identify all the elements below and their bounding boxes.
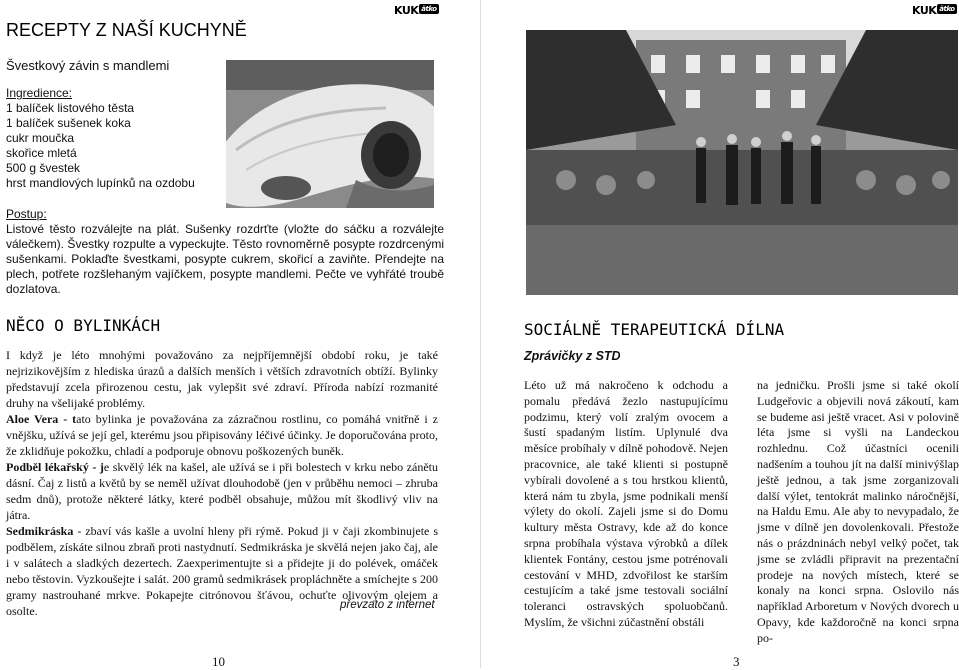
logo-tail: ätko — [939, 5, 955, 13]
herbs-intro: I když je léto mnohými považováno za nejpříjemnější období roku, je také nejrizikovějším z hlediska úrazů a dalších menších i větších zdravotních obtíží. Bylinky představují zcela přirozenou cestu, jak vylepšit své zdraví. Příroda nabízí rozmanité druhy na všelijaké problémy. — [6, 348, 438, 410]
procedure-text: Listové těsto rozválejte na plát. Sušenky rozdrťte (vložte do sáčku a rozválejte válečkem). Švestky rozpulte a vypeckujte. Těsto rovnoměrně posypte rozdrcenými sušenkami. Poklaďte švestkami, posypte cukrem, skořicí a zaviňte. Přendejte na plech, potřete rozšlehaným vajíčkem, posypte mandlemi. Pečte ve vyhřáté troubě dozlatova. — [6, 222, 444, 296]
folk-dance-photo — [526, 30, 958, 295]
ingredient-item: 1 balíček listového těsta — [6, 101, 135, 115]
ingredient-item: 1 balíček sušenek koka — [6, 116, 131, 130]
herb-plantain-name: Podběl lékařský - j — [6, 460, 104, 474]
herb-aloe — [6, 411, 438, 459]
recipes-section-title: RECEPTY Z NAŠÍ KUCHYNĚ — [6, 20, 247, 40]
herbs-article — [6, 347, 438, 619]
ingredient-item: skořice mletá — [6, 146, 77, 160]
herbs-section-title: NĚCO O BYLINKÁCH — [6, 316, 161, 335]
column-1-text: Léto už má nakročeno k odchodu a pomalu předává žezlo nastupujícímu podzimu, který volí zralým ovocem a šustí spadaným listím. Uplynulé dva měsíce probíhaly v dílně pohodově. Nejen pracovnice, ale také klienti si postupně vybírali dovolené a s tou hrstkou klientů, která nám tu zbyla, jsme podnikali menší výlety do okolí. Zajeli jsme si do Domu kultury města Ostravy, kde až do konce srpna probíhala výstava výrobků a dílek klientek Fontány, cestou jsme potrénovali cestování v MHD, zdvořilost ke starším cestujícím a také jsme testovali sociální toleranci ostravských spoluobčanů. Myslím, že všichni zúčastnění obstáli — [524, 378, 728, 629]
page-number: 10 — [212, 654, 225, 669]
herb-plantain-text: e skvělý lék na kašel, ale užívá se i při bolestech v krku nebo zánětu dásní. Čaj z listů a květů by se neměl užívat dlouhodobě (jen v průběhu nemoci – zhruba sedm dnů), protože některé látky, které podběl obsahuje, můžou mít škodlivý vliv na játra. — [6, 460, 438, 522]
ingredients-label: Ingredience: — [6, 86, 73, 100]
column-2-text: na jedničku. Prošli jsme si také okolí Ludgeřovic a objevili nová zákoutí, kam se budeme asi ještě vracet. Asi v polovině léta jsme si vyšli na Landeckou rozhlednu. Což účastníci ocenili nadšením a touhou jít na další minivýšlap ještě jednou, a tak jsme zorganizovali další výlet, tentokrát malinko náročnější, na Haldu Emu. Ale aby to nevypadalo, že jsme v dílně jen dovolenkovali. Přestože nás o prázdninách nebyl velký počet, tak jsme se zvládli připravit na prezentační prodeje na nových místech, které se konaly na konci srpna. Oslovilo nás například Arboretum v Nových dvorech u Opavy, kde každoročně na konci srpna po- — [757, 378, 959, 645]
article-column-2 — [757, 378, 959, 647]
source-note: převzato z internet — [340, 599, 435, 611]
logo-text: KUK — [394, 4, 419, 17]
logo-text: KUK — [912, 4, 937, 17]
herb-daisy-text: - zbaví vás kašle a uvolní hleny při rýmě. Pokud ji v čaji zkombinujete s podbělem, získáte silnou zbraň proti nastydnutí. Sedmikráska je skvělá nejen jako čaj, ale i v salátech a sladkých dezertech. Zaexperimentujte si a přidejte ji do polévek, omáček nebo těstovin. Vyzkoušejte i salát. 200 gramů sedmikrásek propláchněte a smíchejte s 200 gramy nastrouhané mrkve. Pokapejte citrónovou šťávou, ochuťte olivovým olejem a osolte. — [6, 524, 438, 618]
procedure-label: Postup: — [6, 207, 47, 221]
ingredient-item: hrst mandlových lupínků na ozdobu — [6, 176, 195, 190]
herb-aloe-text: ato bylinka je považována za zázračnou rostlinu, co pomáhá vnitřně i z vnějšku, užívá se její gel, kterému jsou připisovány léčivé účinky. Je doporučována proto, že zklidňuje pokožku, chladí a podporuje obnovu poškozených buněk. — [6, 412, 438, 458]
strudel-photo — [226, 60, 434, 208]
page-divider — [480, 0, 481, 668]
procedure-block — [6, 207, 444, 297]
left-page — [0, 0, 480, 668]
ingredient-item: cukr moučka — [6, 131, 75, 145]
herb-aloe-name: Aloe Vera - t — [6, 412, 77, 426]
logo-tail: ätko — [421, 5, 437, 13]
ingredient-item: 500 g švestek — [6, 161, 81, 175]
article-column-1 — [524, 378, 728, 631]
therapy-workshop-title: SOCIÁLNĚ TERAPEUTICKÁ DÍLNA — [524, 320, 785, 339]
herb-plantain — [6, 459, 438, 523]
ingredients-list — [6, 86, 195, 191]
herb-daisy-name: Sedmikráska — [6, 524, 74, 538]
recipe-name: Švestkový závin s mandlemi — [6, 58, 170, 73]
right-page — [482, 0, 959, 668]
page-number: 3 — [733, 654, 740, 669]
article-subtitle: Zprávičky z STD — [524, 349, 621, 363]
magazine-logo — [394, 4, 439, 17]
magazine-logo — [912, 4, 957, 17]
